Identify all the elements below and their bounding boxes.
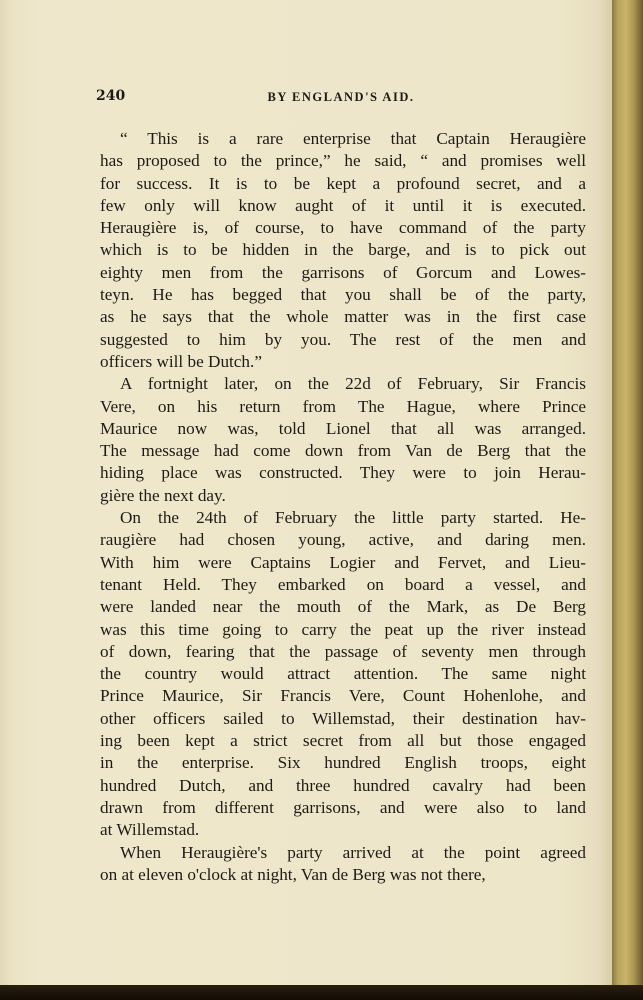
text-line: was this time going to carry the peat up the river instead (100, 619, 586, 639)
text-line: Vere, on his return from The Hague, where Prince (100, 396, 586, 416)
paragraph (100, 507, 586, 841)
text-line: raugière had chosen young, active, and daring men. (100, 530, 586, 550)
text-line: at Willemstad. (100, 820, 200, 840)
text-line: for success. It is to be kept a profound secret, and a (100, 173, 586, 193)
text-line: as he says that the whole matter was in the first case (100, 307, 586, 327)
text-line: suggested to him by you. The rest of the men and (100, 329, 586, 349)
text-line: tenant Held. They embarked on board a vessel, and (100, 574, 586, 594)
text-line: teyn. He has begged that you shall be of the party, (100, 285, 586, 305)
text-line: The message had come down from Van de Berg that the (100, 441, 586, 461)
text-line: Maurice now was, told Lionel that all was arranged. (100, 418, 586, 438)
text-line: gière the next day. (100, 485, 226, 505)
text-line: On the 24th of February the little party started. He- (120, 508, 586, 528)
text-line: eighty men from the garrisons of Gorcum and Lowes- (100, 262, 586, 282)
text-line: hundred Dutch, and three hundred cavalry had been (100, 775, 586, 795)
running-title: BY ENGLAND'S AID. (267, 90, 415, 104)
text-line: hiding place was constructed. They were to join Herau- (100, 463, 586, 483)
text-line: Prince Maurice, Sir Francis Vere, Count Hohenlohe, and (100, 686, 586, 706)
text-line: A fortnight later, on the 22d of February, Sir Francis (120, 374, 586, 394)
text-line: “ This is a rare enterprise that Captain Heraugière (120, 129, 586, 148)
text-line: the country would attract attention. The same night (100, 664, 586, 684)
running-head (96, 88, 586, 110)
page-edge-bottom (0, 985, 643, 1000)
paragraph (100, 128, 586, 373)
text-line: ing been kept a strict secret from all but those engaged (100, 731, 586, 751)
page-edge-right (612, 0, 643, 1000)
text-line: With him were Captains Logier and Fervet, and Lieu- (100, 552, 586, 572)
body-text (100, 128, 586, 886)
text-line: which is to be hidden in the barge, and is to pick out (100, 240, 586, 260)
text-line: officers will be Dutch.” (100, 351, 262, 371)
text-line: in the enterprise. Six hundred English troops, eight (100, 753, 586, 773)
text-line: has proposed to the prince,” he said, “ and promises well (100, 151, 586, 171)
page-number: 240 (96, 88, 126, 104)
text-line: drawn from different garrisons, and were also to land (100, 797, 586, 817)
text-line: on at eleven o'clock at night, Van de Berg was not there, (100, 864, 486, 884)
text-line: other officers sailed to Willemstad, their destination hav- (100, 708, 586, 728)
text-line: were landed near the mouth of the Mark, as De Berg (100, 597, 586, 617)
text-line: When Heraugière's party arrived at the point agreed (120, 842, 586, 862)
text-line: Heraugière is, of course, to have command of the party (100, 218, 586, 238)
text-line: few only will know aught of it until it is executed. (100, 195, 586, 215)
paragraph (100, 842, 586, 887)
paragraph (100, 373, 586, 507)
text-line: of down, fearing that the passage of seventy men through (100, 641, 586, 661)
